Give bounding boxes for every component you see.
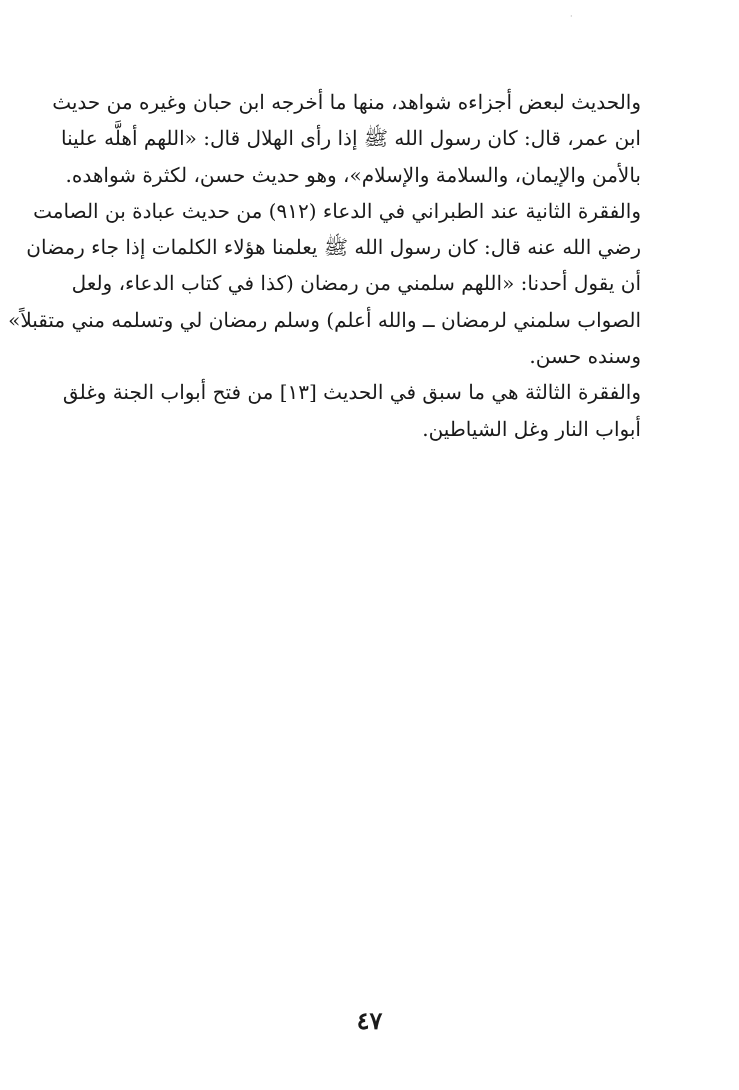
text-line-9: والفقرة الثالثة هي ما سبق في الحديث [١٣] من فتح أبواب الجنة وغلق: [62, 380, 641, 405]
text-line-6: أن يقول أحدنا: «اللهم سلمني من رمضان (كذا في كتاب الدعاء، ولعل: [71, 271, 641, 296]
text-line-1: والحديث لبعض أجزاءه شواهد، منها ما أخرجه ابن حبان وغيره من حديث: [52, 90, 641, 114]
body-text: [8, 84, 641, 447]
page-number: ٤٧: [356, 1006, 383, 1035]
text-line-10: أبواب النار وغل الشياطين.: [422, 416, 641, 441]
text-line-2: ابن عمر، قال: كان رسول الله ﷺ إذا رأى الهلال قال: «اللهم أهلَّه علينا: [61, 126, 641, 151]
text-line-8: وسنده حسن.: [529, 344, 641, 369]
text-line-5: رضي الله عنه قال: كان رسول الله ﷺ يعلمنا هؤلاء الكلمات إذا جاء رمضان: [26, 235, 641, 260]
corner-mark: ·: [570, 12, 573, 21]
text-line-3: بالأمن والإيمان، والسلامة والإسلام»، وهو حديث حسن، لكثرة شواهده.: [65, 162, 641, 187]
text-line-4: والفقرة الثانية عند الطبراني في الدعاء (٩١٢) من حديث عبادة بن الصامت: [33, 198, 641, 223]
text-line-7: الصواب سلمني لرمضان ــ والله أعلم) وسلم رمضان لي وتسلمه مني متقبلاً»: [8, 307, 641, 332]
